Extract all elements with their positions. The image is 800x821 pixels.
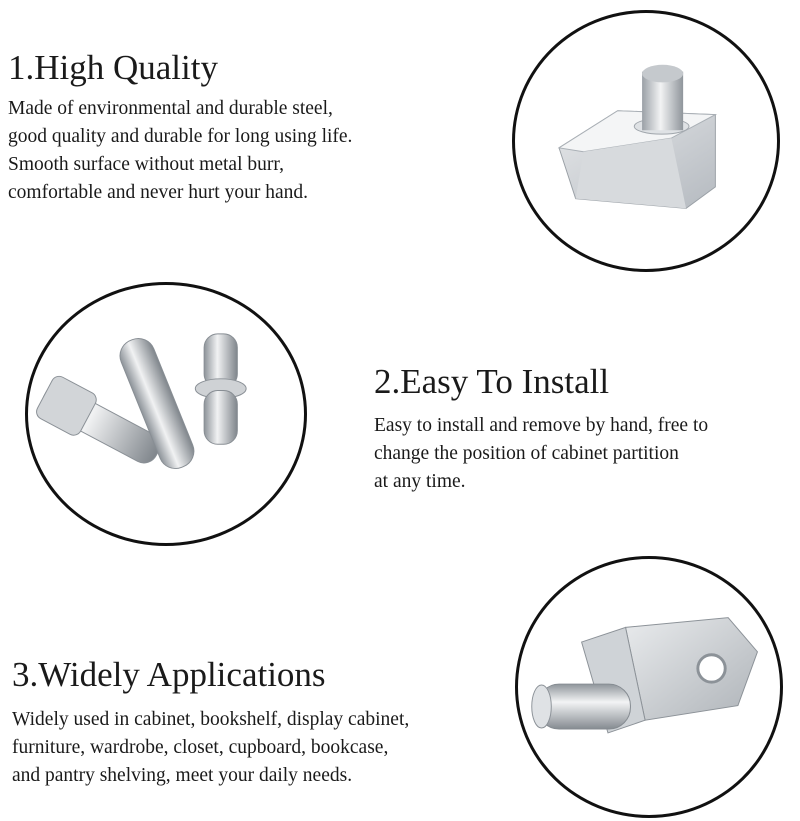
section-1-line: good quality and durable for long using life. [8, 126, 353, 147]
section-3-line: furniture, wardrobe, closet, cupboard, bookcase, [12, 737, 389, 758]
section-2-heading: 2.Easy To Install [374, 362, 610, 401]
product-image-circle-2 [25, 282, 307, 546]
three-shelf-pins-image [28, 285, 304, 543]
shelf-support-bracket-pin-image [515, 13, 777, 269]
section-3-text [12, 706, 409, 790]
section-2-text [374, 412, 708, 496]
section-1-line: comfortable and never hurt your hand. [8, 182, 308, 203]
product-image-circle-3 [515, 556, 783, 818]
section-3-line: and pantry shelving, meet your daily needs. [12, 765, 353, 786]
section-1-line: Smooth surface without metal burr, [8, 154, 284, 175]
section-3-line: Widely used in cabinet, bookshelf, display cabinet, [12, 709, 410, 730]
section-1-text [8, 95, 352, 207]
product-image-circle-1 [512, 10, 780, 272]
section-1-line: Made of environmental and durable steel, [8, 98, 333, 119]
l-shaped-shelf-pin-image [518, 559, 780, 815]
section-2-line: at any time. [374, 471, 466, 492]
section-3-heading: 3.Widely Applications [12, 655, 326, 694]
section-2-line: Easy to install and remove by hand, free to [374, 415, 709, 436]
section-1-heading: 1.High Quality [8, 48, 218, 87]
section-2-line: change the position of cabinet partition [374, 443, 679, 464]
